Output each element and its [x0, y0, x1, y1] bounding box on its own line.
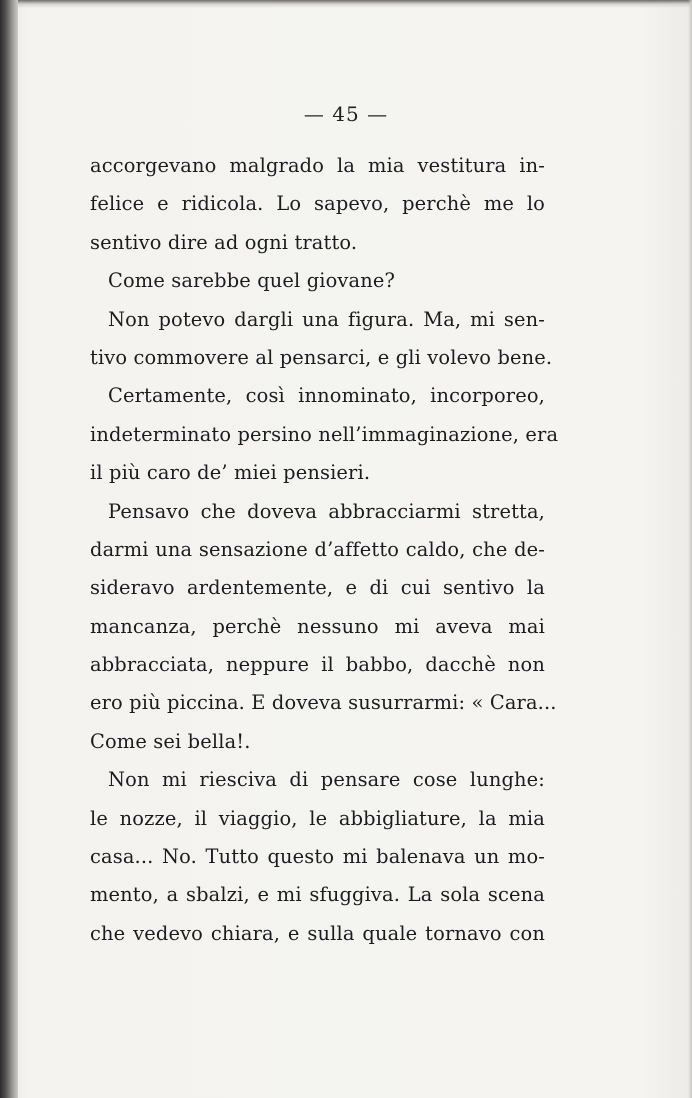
text-line: mento, a sbalzi, e mi sfuggiva. La sola scena — [90, 883, 545, 907]
text-line: abbracciata, neppure il babbo, dacchè non — [90, 653, 545, 677]
text-line: Non potevo dargli una figura. Ma, mi sen- — [108, 307, 545, 331]
text-line: indeterminato persino nell’immaginazione, era — [90, 422, 559, 446]
text-line: darmi una sensazione d’affetto caldo, che de- — [90, 537, 545, 561]
body-text — [90, 147, 559, 953]
book-spine-shadow — [0, 0, 18, 1098]
text-line: Non mi riesciva di pensare cose lunghe: — [108, 768, 545, 792]
text-line: casa... No. Tutto questo mi balenava un mo- — [90, 845, 545, 869]
text-line: sentivo dire ad ogni tratto. — [90, 230, 358, 254]
text-line: felice e ridicola. Lo sapevo, perchè me lo — [90, 192, 545, 216]
text-line: Come sei bella!. — [90, 729, 251, 753]
text-line: che vedevo chiara, e sulla quale tornavo con — [90, 921, 545, 945]
text-line: le nozze, il viaggio, le abbigliature, la mia — [90, 806, 545, 830]
text-line: Come sarebbe quel giovane? — [108, 269, 396, 293]
text-line: ero più piccina. E doveva susurrarmi: « Cara... — [90, 691, 557, 715]
right-page-edge — [688, 0, 692, 1098]
text-line: accorgevano malgrado la mia vestitura in- — [90, 154, 545, 177]
page-number: — 45 — — [303, 102, 389, 126]
text-line: mancanza, perchè nessuno mi aveva mai — [90, 614, 545, 638]
text-line: sideravo ardentemente, e di cui sentivo la — [90, 576, 545, 600]
text-line: tivo commovere al pensarci, e gli volevo bene. — [90, 345, 553, 369]
top-edge-shadow — [18, 0, 692, 8]
text-line: Pensavo che doveva abbracciarmi stretta, — [108, 499, 545, 523]
text-line: Certamente, così innominato, incorporeo, — [108, 384, 545, 408]
text-line: il più caro de’ miei pensieri. — [90, 461, 371, 485]
